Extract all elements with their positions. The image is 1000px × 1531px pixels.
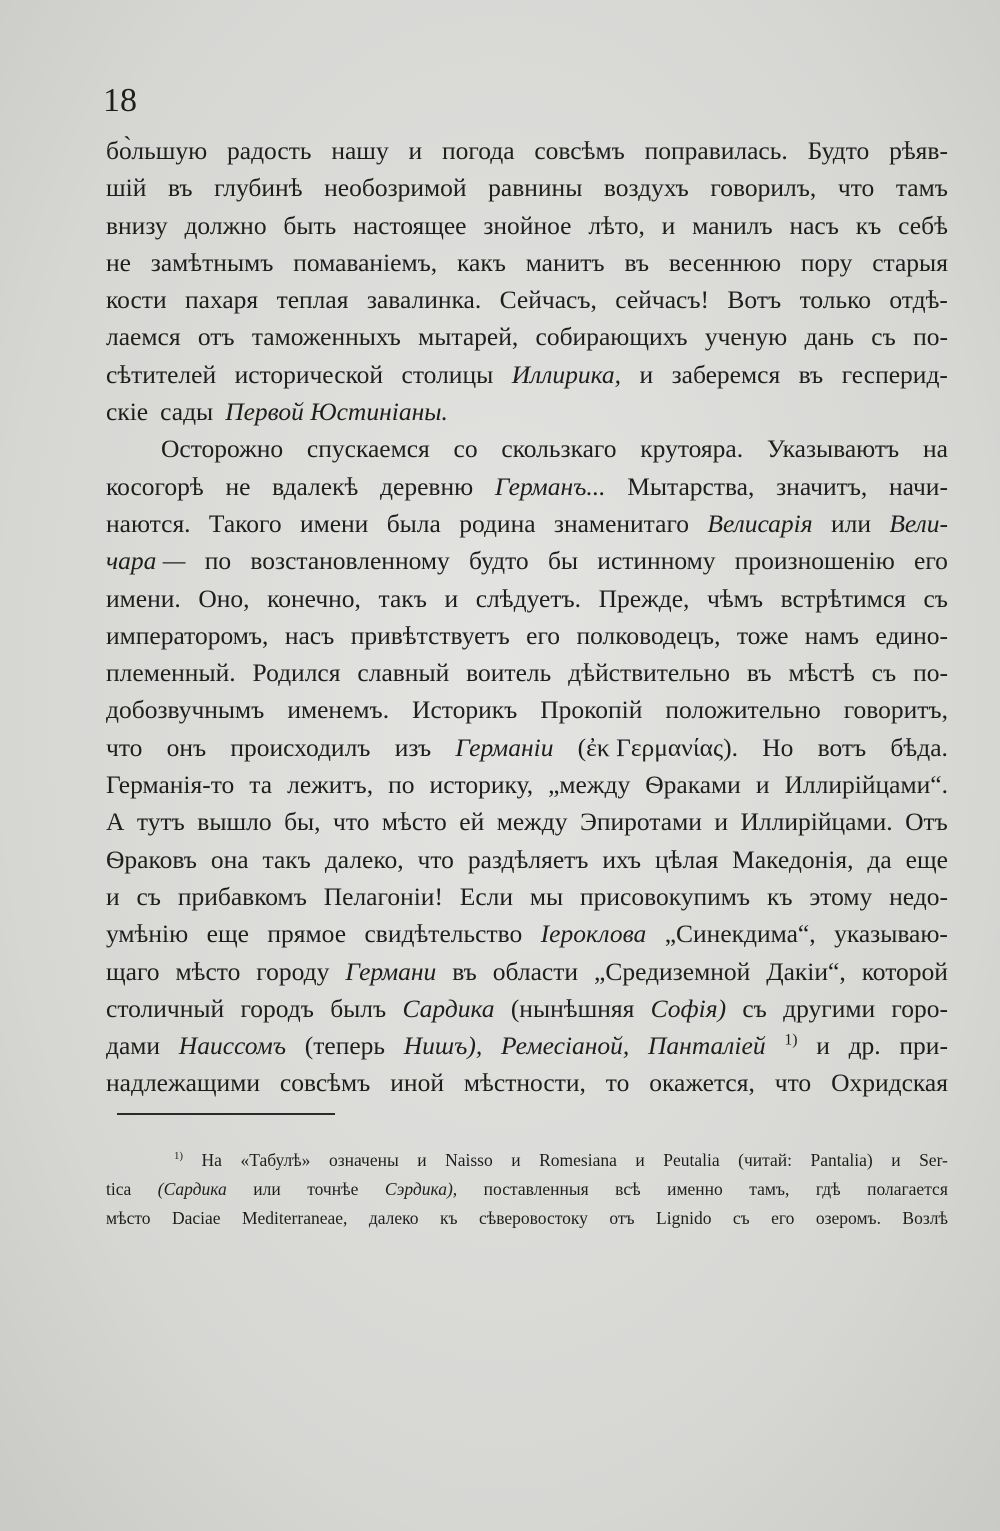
word: Родился [252,658,341,688]
footnotes [106,1146,948,1233]
word: Ser- [919,1150,948,1170]
word: въ [452,956,477,986]
word: дами [106,1031,161,1061]
word: Первой Юстиніаны. [225,397,448,427]
word: воздухъ [603,173,689,203]
word: недо- [889,881,948,911]
word: еще [206,919,249,949]
word: отъ [197,322,235,352]
word: теплая [276,285,349,315]
word: къ [766,881,793,911]
word: то [605,1068,630,1098]
word: былъ [330,993,387,1023]
word: и [635,1150,645,1170]
word: чѣмъ [707,583,764,613]
word: Германіи [455,732,554,762]
word: полководецъ, [576,620,721,650]
word: быть [283,210,337,240]
word: ей [459,807,485,837]
word: мѣсто [106,1208,151,1228]
word: на [922,434,948,464]
word: далеко [368,1208,419,1228]
word: этому [809,881,873,911]
word: (ἐκ Γερμανίας). [577,732,739,762]
word: сѣверовостоку [478,1208,588,1228]
word: мѣсто [381,807,447,837]
word: Оно, [198,583,250,613]
word: такъ [378,583,427,613]
word: указываю- [834,919,948,949]
word: между [496,807,568,837]
word: иной [390,1068,444,1098]
word: равнины [488,173,583,203]
word: еще [905,844,948,874]
word: именемъ. [287,695,390,725]
word: умѣнію [106,919,189,949]
word: или [830,508,871,538]
word: въ [746,658,772,688]
word: деревню [380,471,474,501]
text-line [106,803,948,840]
word: Германъ... [494,471,606,501]
text-line [106,468,948,505]
word: Указываютъ [766,434,900,464]
word: пору [800,247,853,277]
word: была [386,508,441,538]
word: Велисарія [707,508,813,538]
word: дѣйствительно [568,658,730,688]
word: (читай: [738,1150,792,1170]
word: Если [459,881,514,911]
word: Германія-то [106,770,235,800]
word: бѣда. [890,732,948,762]
body-text [106,132,948,1102]
word: другими [783,993,876,1023]
text-line [106,1027,948,1064]
word: Отъ [905,807,948,837]
word: по [204,546,232,576]
word: намъ [804,620,860,650]
word: бо̀льшую [106,136,208,165]
word: знаменитаго [553,508,690,538]
word: столичный [106,993,225,1023]
word: историку, [429,770,534,800]
word: Вели- [889,508,948,538]
word: мѣсто [175,956,241,986]
word: имени. [106,583,181,613]
word: ихъ [602,844,642,874]
word: добозвучнымъ [106,695,265,725]
word: что [333,807,370,837]
word: съ [732,1208,750,1228]
word: съ [871,658,897,688]
word: гесперид- [841,359,948,389]
word: Нишъ), [403,1031,483,1061]
word: будто [469,546,529,576]
word: и [511,1150,521,1170]
word: весеннюю [668,247,782,277]
word: городу [256,956,330,986]
word: слѣдуетъ. [475,583,582,613]
word: не [106,247,131,277]
word: Дакіи“, [766,956,846,986]
word: Осторожно [161,434,284,464]
word: внизу [106,210,168,240]
word: всѣ [615,1179,641,1199]
word: истинному [597,546,716,576]
word: крутояра. [640,434,744,464]
word: Lignido [656,1208,712,1228]
word: родина [459,508,536,538]
word: присовокупимъ [580,881,751,911]
word: вышло [197,807,272,837]
word: радость [227,136,312,165]
word: и [714,807,728,837]
text-line [106,318,948,355]
word: поправилась. [644,136,788,165]
word: (теперь [304,1031,386,1061]
word: дань [804,322,855,352]
word: совсѣмъ [279,1068,371,1098]
word: Охридская [831,1068,948,1098]
word: по- [913,658,948,688]
word: скіе [106,397,149,427]
text-line [106,654,948,691]
word: погода [441,136,515,165]
word: Daciae [171,1208,221,1228]
word: настоящее [353,210,467,240]
word: Но [762,732,794,762]
word: что [837,173,875,203]
word: окажется, [649,1068,755,1098]
word: изъ [394,732,432,762]
word: озеромъ. [815,1208,881,1228]
word: положительно [665,695,821,725]
word: съ [136,881,161,911]
word: Naisso [445,1150,493,1170]
word: кости [106,285,167,315]
word: манилъ [692,210,773,240]
word: Мытарства, [627,471,755,501]
word: помаваніемъ, [293,247,438,277]
word: собирающихъ [535,322,688,352]
word: А [106,807,125,837]
word: означены [328,1150,399,1170]
word: Историкъ [412,695,518,725]
text-line [106,990,948,1027]
word: въ [798,359,824,389]
word: косогорѣ [106,471,204,501]
word: 1) [784,1031,798,1049]
word: области [492,956,579,986]
word: Софія) [650,993,727,1023]
word: надлежащими [106,1068,260,1098]
word: себѣ [898,210,948,240]
word: конечно, [267,583,361,613]
text-line [106,915,948,952]
word: мытарей, [418,322,519,352]
word: раздѣляетъ [467,844,589,874]
word: Pantalia) [810,1150,873,1170]
word: Mediterraneae, [241,1208,348,1228]
word: Вотъ [727,285,782,315]
word: Сэрдика), [384,1179,458,1199]
word: что [774,1068,812,1098]
word: Македонія, [732,844,854,874]
word: насъ [789,210,839,240]
word: происходилъ [230,732,371,762]
word: что [417,844,454,874]
word: совсѣмъ [534,136,625,165]
word: лежитъ, [287,770,374,800]
word: говоритъ, [843,695,948,725]
word: городъ [240,993,314,1023]
word: лѣто, [588,210,645,240]
word: императоромъ, [106,620,269,650]
word: точнѣе [307,1179,359,1199]
word: съ [742,993,767,1023]
word: глубинѣ [214,173,303,203]
word: она [210,844,249,874]
word: Сардика [402,993,495,1023]
word: Romesiana [539,1150,617,1170]
word: нашу [331,136,389,165]
word: др. [848,1031,881,1061]
word: Германи [345,956,437,986]
word: „между [548,770,631,800]
word: тутъ [136,807,185,837]
word: да [867,844,892,874]
text-line [106,356,948,393]
word: далеко, [324,844,404,874]
word: сейчасъ! [615,285,710,315]
word: Такого [208,508,282,538]
word: воитель [466,658,552,688]
word: (нынѣшняя [510,993,635,1023]
word: (Сардика [157,1179,227,1199]
word: замѣтнымъ [150,247,274,277]
word: въ [624,247,650,277]
word: племенный. [106,658,236,688]
word: скользкаго [501,434,617,464]
word: говорилъ, [710,173,817,203]
word: Сейчасъ, [499,285,597,315]
word: Иллирійцами“. [784,770,948,800]
word: тамъ [895,173,948,203]
text-line [106,766,948,803]
word: съ [923,583,948,613]
word: или [253,1179,281,1199]
text-line [106,281,948,318]
word: должно [184,210,267,240]
word: и [816,1031,830,1061]
word: и [755,770,770,800]
word: имени [299,508,369,538]
word: исторической [234,359,384,389]
word: Ѳраками [645,770,741,800]
word: Иллирійцами. [740,807,893,837]
word: бы [547,546,579,576]
word: и [891,1150,901,1170]
word: тоже [736,620,789,650]
word: необозримой [324,173,467,203]
word: свидѣтельство [364,919,523,949]
word: и [408,136,423,165]
word: и [661,210,676,240]
word: заберемся [671,359,781,389]
word: произношенію [734,546,895,576]
word: Прокопій [540,695,643,725]
word: которой [861,956,948,986]
word: Возлѣ [902,1208,948,1228]
word: Иллирика, [511,359,622,389]
text-line [106,207,948,244]
word: со [453,434,478,464]
word: наются. [106,508,191,538]
word: привѣтствуетъ [350,620,510,650]
word: къ [855,210,882,240]
word: горо- [891,993,948,1023]
word: прямое [267,919,347,949]
word: и [639,359,654,389]
word: Ремесіаной, [501,1031,630,1061]
word: 1) [174,1150,184,1163]
word: Наиссомъ [178,1031,287,1061]
word: та [249,770,273,800]
word: вотъ [817,732,867,762]
text-line [106,691,948,728]
word: сады [160,397,214,427]
word: и [106,881,120,911]
word: шій [106,173,147,203]
word: Эпиротами [580,807,702,837]
word: tica [106,1179,132,1199]
word: насъ [284,620,335,650]
word: его [914,546,948,576]
text-line [106,1175,948,1204]
word: мѣстности, [463,1068,586,1098]
word: Будто [807,136,870,165]
text-line [106,505,948,542]
word: какъ [457,247,506,277]
text-line [106,1064,948,1101]
word: мѣстѣ [788,658,855,688]
word: по- [913,322,948,352]
word: не [225,471,251,501]
word: едино- [875,620,948,650]
word: пахаря [184,285,259,315]
word: съ [871,322,896,352]
word: щаго [106,956,160,986]
word: мы [529,881,564,911]
word: значитъ, [776,471,868,501]
word: его [526,620,561,650]
text-line [106,953,948,990]
text-line [106,430,948,467]
word: полагается [867,1179,948,1199]
word: именно [667,1179,723,1199]
word: при- [899,1031,948,1061]
text-line [106,169,948,206]
word: къ [439,1208,458,1228]
word: столицы [401,359,494,389]
word: Іероклова [540,919,647,949]
text-line [106,1204,948,1233]
word: цѣлая [654,844,719,874]
word: встрѣтимся [780,583,906,613]
text-line [106,1146,948,1175]
text-line [106,617,948,654]
word: „Синекдима“, [664,919,816,949]
word: славный [357,658,450,688]
word: начи- [889,471,948,501]
word: бы, [284,807,321,837]
word: сѣтителей [106,359,217,389]
word: тамъ, [749,1179,790,1199]
word: отдѣ- [889,285,948,315]
word: вдалекѣ [272,471,359,501]
text-line [106,132,948,169]
word: и [417,1150,427,1170]
word: поставленныя [483,1179,589,1199]
word: таможенныхъ [251,322,401,352]
text-line [106,580,948,617]
word: его [771,1208,795,1228]
word: такъ [262,844,311,874]
word: Ѳраковъ [106,844,197,874]
word: и [444,583,459,613]
word: по [388,770,415,800]
word: только [799,285,871,315]
page-number: 18 [103,82,137,119]
word: прибавкомъ [177,881,307,911]
word: спускаемся [306,434,430,464]
word: знойное [483,210,572,240]
word: лаемся [106,322,181,352]
text-line [106,841,948,878]
word: завалинка. [366,285,482,315]
word: чара — [106,546,186,576]
word: Пелагоніи! [323,881,443,911]
text-line [106,878,948,915]
word: старыя [872,247,948,277]
word: возстановленному [250,546,450,576]
footnote-separator [117,1113,335,1115]
word: отъ [609,1208,635,1228]
word: Peutalia [663,1150,720,1170]
word: ученую [704,322,788,352]
text-line [106,729,948,766]
word: гдѣ [815,1179,841,1199]
text-line [106,393,948,430]
word: Панталіей [648,1031,766,1061]
word: «Табулѣ» [240,1150,311,1170]
word: онъ [166,732,207,762]
word: рѣяв- [889,136,948,165]
word: Прежде, [598,583,690,613]
word: въ [167,173,193,203]
word: „Средиземной [594,956,751,986]
text-line [106,244,948,281]
word: что [106,732,143,762]
text-line [106,542,948,579]
word: На [201,1150,222,1170]
word: манитъ [525,247,605,277]
